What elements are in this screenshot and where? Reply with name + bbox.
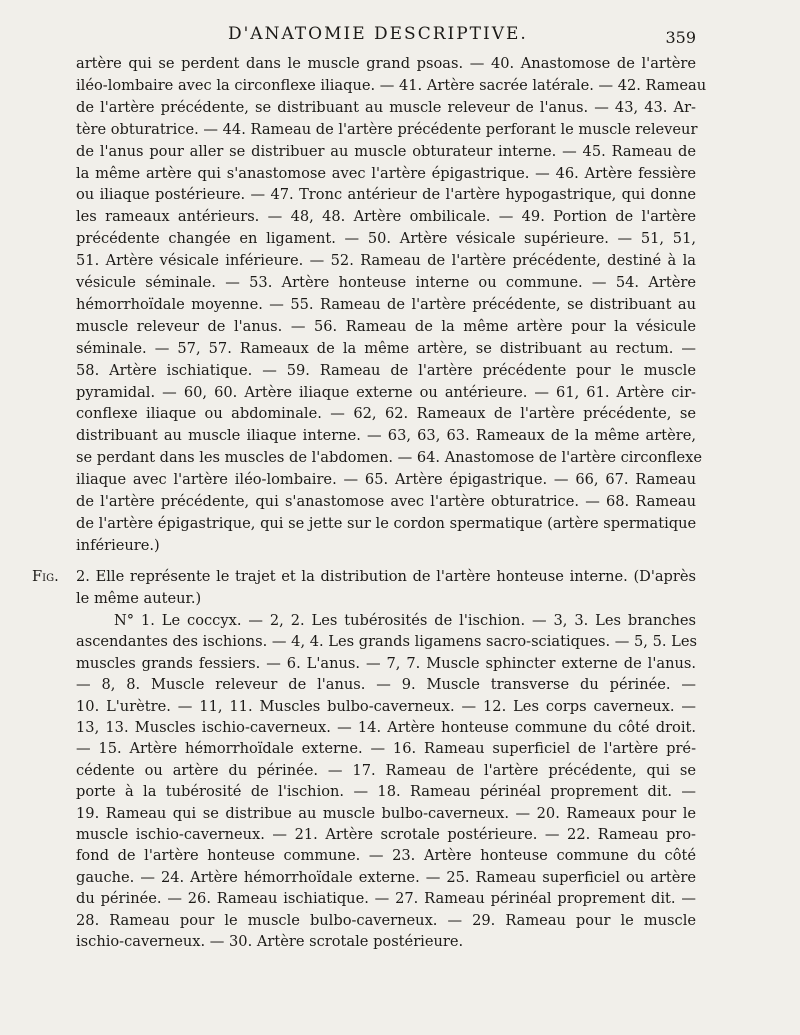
text-line: 51. Artère vésicale inférieure. — 52. Rameau de l'artère précédente, destiné à la (76, 252, 696, 270)
text-line: de l'anus pour aller se distribuer au muscle obturateur interne. — 45. Rameau de (76, 142, 696, 160)
page-header (0, 22, 800, 50)
text-line: 19. Rameau qui se distribue au muscle bulbo-caverneux. — 20. Rameaux pour le (76, 804, 696, 822)
text-line: 58. Artère ischiatique. — 59. Rameau de l'artère précédente pour le muscle (76, 361, 696, 379)
text-line: pyramidal. — 60, 60. Artère iliaque externe ou antérieure. — 61, 61. Artère cir- (76, 383, 696, 401)
text-line: se perdant dans les muscles de l'abdomen. — 64. Anastomose de l'artère circonflexe (76, 449, 703, 467)
text-line: inférieure.) (76, 536, 160, 554)
text-line: 28. Rameau pour le muscle bulbo-caverneux. — 29. Rameau pour le muscle (76, 911, 696, 929)
figure-label: Fig. (32, 568, 59, 585)
text-line: séminale. — 57, 57. Rameaux de la même artère, se distribuant au rectum. — (76, 339, 696, 357)
text-line: de l'artère précédente, qui s'anastomose avec l'artère obturatrice. — 68. Rameau (76, 493, 696, 510)
running-title: D'ANATOMIE DESCRIPTIVE. (228, 24, 528, 44)
text-line: muscles grands fessiers. — 6. L'anus. — 7, 7. Muscle sphincter externe de l'anus. (76, 654, 696, 672)
text-line: — 15. Artère hémorrhoïdale externe. — 16. Rameau superficiel de l'artère pré- (76, 740, 696, 758)
text-line: ascendantes des ischions. — 4, 4. Les grands ligamens sacro-sciatiques. — 5, 5. Les (76, 633, 697, 651)
text-line: de l'artère précédente, se distribuant au muscle releveur de l'anus. — 43, 43. Ar- (76, 98, 696, 116)
text-line: la même artère qui s'anastomose avec l'artère épigastrique. — 46. Artère fessière (76, 164, 696, 182)
text-line: muscle ischio-caverneux. — 21. Artère scrotale postérieure. — 22. Rameau pro- (76, 826, 696, 843)
text-line: distribuant au muscle iliaque interne. — 63, 63, 63. Rameaux de la même artère, (76, 427, 696, 445)
text-line: cédente ou artère du périnée. — 17. Rameau de l'artère précédente, qui se (76, 761, 696, 779)
text-line: tère obturatrice. — 44. Rameau de l'artère précédente perforant le muscle releveur (76, 120, 698, 138)
text-line: 2. Elle représente le trajet et la distribution de l'artère honteuse interne. (D'après (76, 568, 696, 585)
text-line: muscle releveur de l'anus. — 56. Rameau de la même artère pour la vésicule (76, 317, 696, 335)
text-line: le même auteur.) (76, 589, 202, 607)
text-line: ischio-caverneux. — 30. Artère scrotale postérieure. (76, 933, 464, 950)
text-line: de l'artère épigastrique, qui se jette sur le cordon spermatique (artère spermatique (76, 514, 697, 532)
text-line: conflexe iliaque ou abdominale. — 62, 62. Rameaux de l'artère précédente, se (76, 405, 696, 423)
text-line: 10. L'urètre. — 11, 11. Muscles bulbo-caverneux. — 12. Les corps caverneux. — (76, 697, 696, 715)
text-line: les rameaux antérieurs. — 48, 48. Artère ombilicale. — 49. Portion de l'artère (76, 208, 696, 226)
text-line: gauche. — 24. Artère hémorrhoïdale externe. — 25. Rameau superficiel ou artère (76, 868, 696, 886)
text-line: N° 1. Le coccyx. — 2, 2. Les tubérosités de l'ischion. — 3, 3. Les branches (114, 612, 696, 629)
text-line: iléo-lombaire avec la circonflexe iliaque. — 41. Artère sacrée latérale. — 42. Rameau (76, 76, 707, 94)
text-line: iliaque avec l'artère iléo-lombaire. — 65. Artère épigastrique. — 66, 67. Rameau (76, 471, 696, 489)
text-line: précédente changée en ligament. — 50. Artère vésicale supérieure. — 51, 51, (76, 230, 696, 248)
text-line: artère qui se perdent dans le muscle grand psoas. — 40. Anastomose de l'artère (76, 55, 696, 72)
text-line: ou iliaque postérieure. — 47. Tronc antérieur de l'artère hypogastrique, qui donne (76, 186, 696, 204)
text-line: — 8, 8. Muscle releveur de l'anus. — 9. Muscle transverse du périnée. — (76, 676, 696, 694)
text-line: hémorrhoïdale moyenne. — 55. Rameau de l'artère précédente, se distribuant au (76, 295, 696, 313)
page-number: 359 (665, 28, 696, 47)
text-line: vésicule séminale. — 53. Artère honteuse interne ou commune. — 54. Artère (76, 274, 696, 291)
text-line: porte à la tubérosité de l'ischion. — 18. Rameau périnéal proprement dit. — (76, 783, 696, 801)
text-line: fond de l'artère honteuse commune. — 23. Artère honteuse commune du côté (76, 847, 696, 865)
text-line: du périnée. — 26. Rameau ischiatique. — 27. Rameau périnéal proprement dit. — (76, 890, 696, 908)
text-line: 13, 13. Muscles ischio-caverneux. — 14. Artère honteuse commune du côté droit. (76, 719, 696, 736)
